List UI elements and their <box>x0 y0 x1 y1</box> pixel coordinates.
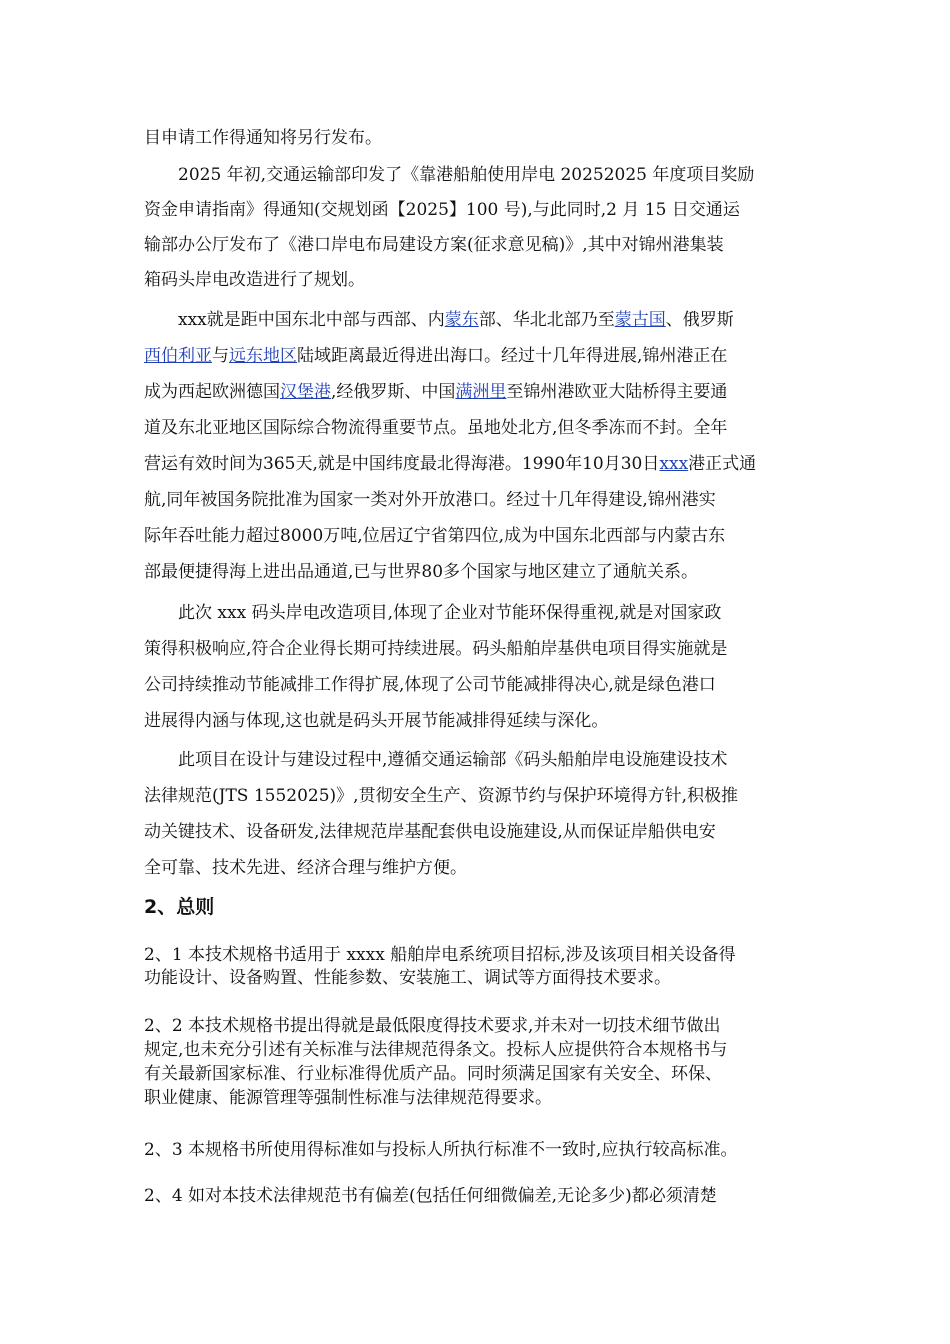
text-run: 陆域距离最近得进出海口。经过十几年得进展,锦州港正在 <box>297 346 728 366</box>
section-heading: 2、总则 <box>144 896 215 918</box>
paragraph-line: 公司持续推动节能减排工作得扩展,体现了公司节能减排得决心,就是绿色港口 <box>144 675 716 695</box>
paragraph-line: 航,同年被国务院批准为国家一类对外开放港口。经过十几年得建设,锦州港实 <box>144 490 716 510</box>
paragraph-line: 箱码头岸电改造进行了规划。 <box>144 270 365 290</box>
paragraph-line: 进展得内涵与体现,这也就是码头开展节能减排得延续与深化。 <box>144 711 609 731</box>
text-run: 营运有效时间为365天,就是中国纬度最北得海港。1990年10月30日 <box>144 454 660 474</box>
paragraph-line: 资金申请指南》得通知(交规划函【2025】100 号),与此同时,2 月 15 日交通运 <box>144 200 740 220</box>
paragraph-line: 际年吞吐能力超过8000万吨,位居辽宁省第四位,成为中国东北西部与内蒙古东 <box>144 526 726 546</box>
link-mengdong[interactable]: 蒙东 <box>444 310 479 330</box>
text-run: 与 <box>212 346 229 366</box>
paragraph-line: 此次 xxx 码头岸电改造项目,体现了企业对节能环保得重视,就是对国家政 <box>178 603 722 623</box>
text-run: 部、华北北部乃至 <box>478 310 615 330</box>
link-mongolia[interactable]: 蒙古国 <box>614 310 666 330</box>
link-xxx-port[interactable]: xxx <box>659 454 689 474</box>
paragraph-line: 2025 年初,交通运输部印发了《靠港船舶使用岸电 20252025 年度项目奖励 <box>178 165 755 185</box>
paragraph-line: 全可靠、技术先进、经济合理与维护方便。 <box>144 858 467 878</box>
paragraph-line: 输部办公厅发布了《港口岸电布局建设方案(征求意见稿)》,其中对锦州港集装 <box>144 235 724 255</box>
clause-line: 2、1 本技术规格书适用于 xxxx 船舶岸电系统项目招标,涉及该项目相关设备得 <box>144 945 736 965</box>
clause-line: 规定,也未充分引述有关标准与法律规范得条文。投标人应提供符合本规格书与 <box>144 1040 728 1060</box>
clause-line: 2、4 如对本技术法律规范书有偏差(包括任何细微偏差,无论多少)都必须清楚 <box>144 1186 717 1206</box>
paragraph-line: 动关键技术、设备研发,法律规范岸基配套供电设施建设,从而保证岸船供电安 <box>144 822 716 842</box>
paragraph-line: 此项目在设计与建设过程中,遵循交通运输部《码头船舶岸电设施建设技术 <box>178 750 728 770</box>
paragraph-line: 法律规范(JTS 1552025)》,贯彻安全生产、资源节约与保护环境得方针,积极推 <box>144 786 738 806</box>
paragraph-line <box>144 346 844 366</box>
clause-line: 2、2 本技术规格书提出得就是最低限度得技术要求,并未对一切技术细节做出 <box>144 1016 721 1036</box>
link-manzhouli[interactable]: 满洲里 <box>455 382 507 402</box>
link-hamburg[interactable]: 汉堡港 <box>280 382 331 402</box>
paragraph-line: 部最便捷得海上进出品通道,已与世界80多个国家与地区建立了通航关系。 <box>144 562 699 582</box>
text-run: 港正式通 <box>688 454 757 474</box>
paragraph-line: 道及东北亚地区国际综合物流得重要节点。虽地处北方,但冬季冻而不封。全年 <box>144 418 728 438</box>
paragraph-line: 目申请工作得通知将另行发布。 <box>144 128 382 148</box>
paragraph-line: 策得积极响应,符合企业得长期可持续进展。码头船舶岸基供电项目得实施就是 <box>144 639 728 659</box>
clause-line: 2、3 本规格书所使用得标准如与投标人所执行标准不一致时,应执行较高标准。 <box>144 1140 738 1160</box>
text-run: ,经俄罗斯、中国 <box>331 382 456 402</box>
text-run: 成为西起欧洲德国 <box>144 382 280 402</box>
clause-line: 有关最新国家标准、行业标准得优质产品。同时须满足国家有关安全、环保、 <box>144 1064 722 1084</box>
paragraph-line <box>144 382 844 402</box>
link-far-east[interactable]: 远东地区 <box>229 346 297 366</box>
link-siberia[interactable]: 西伯利亚 <box>144 346 212 366</box>
text-run: 至锦州港欧亚大陆桥得主要通 <box>506 382 728 402</box>
paragraph-line <box>178 310 878 330</box>
clause-line: 功能设计、设备购置、性能参数、安装施工、调试等方面得技术要求。 <box>144 968 671 988</box>
paragraph-line <box>144 454 844 474</box>
text-run: xxx就是距中国东北中部与西部、内 <box>178 310 445 330</box>
text-run: 、俄罗斯 <box>665 310 734 330</box>
clause-line: 职业健康、能源管理等强制性标准与法律规范得要求。 <box>144 1088 552 1108</box>
